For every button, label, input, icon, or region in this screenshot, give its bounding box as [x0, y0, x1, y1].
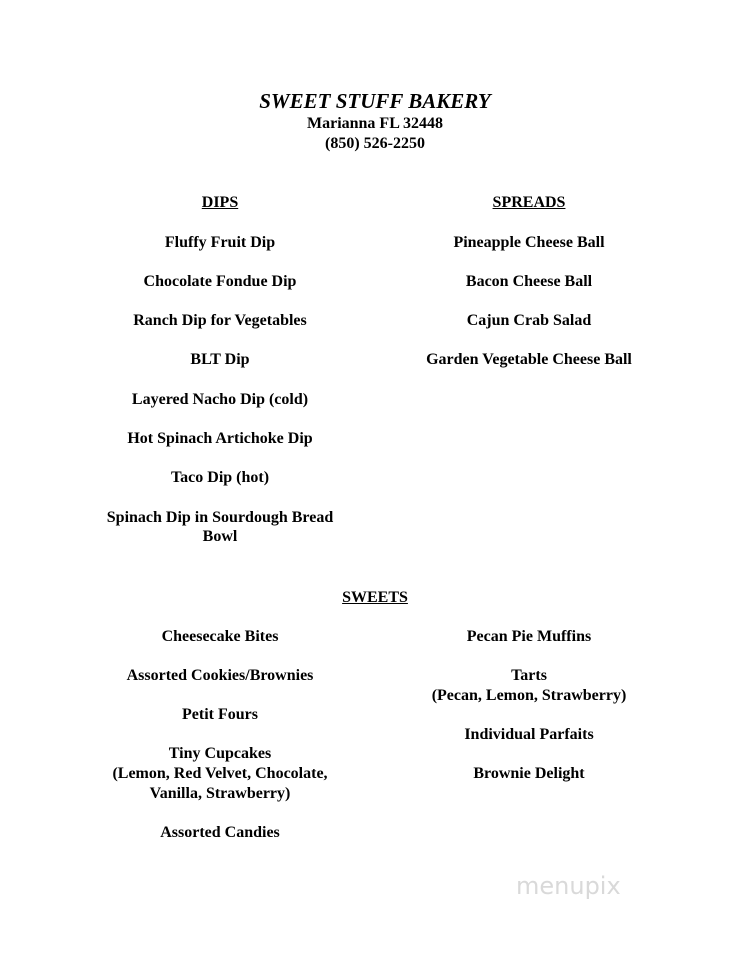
sweets-item: Petit Fours — [182, 706, 258, 724]
sweets-item-tarts — [379, 666, 679, 706]
sweets-item: Brownie Delight — [473, 765, 585, 783]
dips-item-spinach-bowl — [70, 508, 370, 548]
cupcakes-title: Tiny Cupcakes — [168, 745, 272, 763]
dips-item-line: Spinach Dip in Sourdough Bread — [106, 508, 334, 526]
cupcakes-flavors: Vanilla, Strawberry) — [149, 784, 291, 802]
sweets-item: Assorted Candies — [160, 824, 280, 842]
menupix-watermark: menupix — [516, 872, 621, 900]
bakery-phone: (850) 526-2250 — [325, 135, 425, 152]
sweets-left-column — [70, 607, 370, 843]
sweets-heading-wrap — [0, 588, 750, 608]
sweets-item: Cheesecake Bites — [161, 627, 279, 645]
spreads-heading: SPREADS — [492, 194, 566, 211]
spreads-item: Cajun Crab Salad — [466, 312, 592, 330]
dips-item: Taco Dip (hot) — [170, 469, 270, 487]
dips-item: Chocolate Fondue Dip — [143, 272, 297, 290]
dips-heading: DIPS — [201, 194, 239, 211]
tarts-flavors: (Pecan, Lemon, Strawberry) — [431, 686, 627, 704]
sweets-heading: SWEETS — [342, 589, 408, 606]
spreads-item: Bacon Cheese Ball — [465, 272, 593, 290]
spreads-item: Garden Vegetable Cheese Ball — [426, 351, 632, 369]
dips-item: Ranch Dip for Vegetables — [133, 312, 307, 330]
dips-item-line: Bowl — [202, 528, 238, 546]
sweets-item: Individual Parfaits — [464, 725, 594, 743]
spreads-section — [379, 193, 679, 370]
dips-item: Hot Spinach Artichoke Dip — [127, 429, 313, 447]
dips-section — [70, 193, 370, 547]
sweets-item-cupcakes — [70, 744, 370, 803]
dips-item: Layered Nacho Dip (cold) — [131, 390, 309, 408]
sweets-right-column — [379, 607, 679, 784]
sweets-item: Pecan Pie Muffins — [466, 627, 592, 645]
spreads-item: Pineapple Cheese Ball — [453, 233, 605, 251]
bakery-title: SWEET STUFF BAKERY — [259, 89, 491, 113]
bakery-address: Marianna FL 32448 — [306, 115, 443, 132]
sweets-item: Assorted Cookies/Brownies — [126, 666, 314, 684]
tarts-title: Tarts — [511, 666, 547, 684]
menu-header — [0, 88, 750, 154]
dips-item: BLT Dip — [190, 351, 250, 369]
dips-item: Fluffy Fruit Dip — [164, 233, 276, 251]
cupcakes-flavors: (Lemon, Red Velvet, Chocolate, — [112, 765, 328, 783]
